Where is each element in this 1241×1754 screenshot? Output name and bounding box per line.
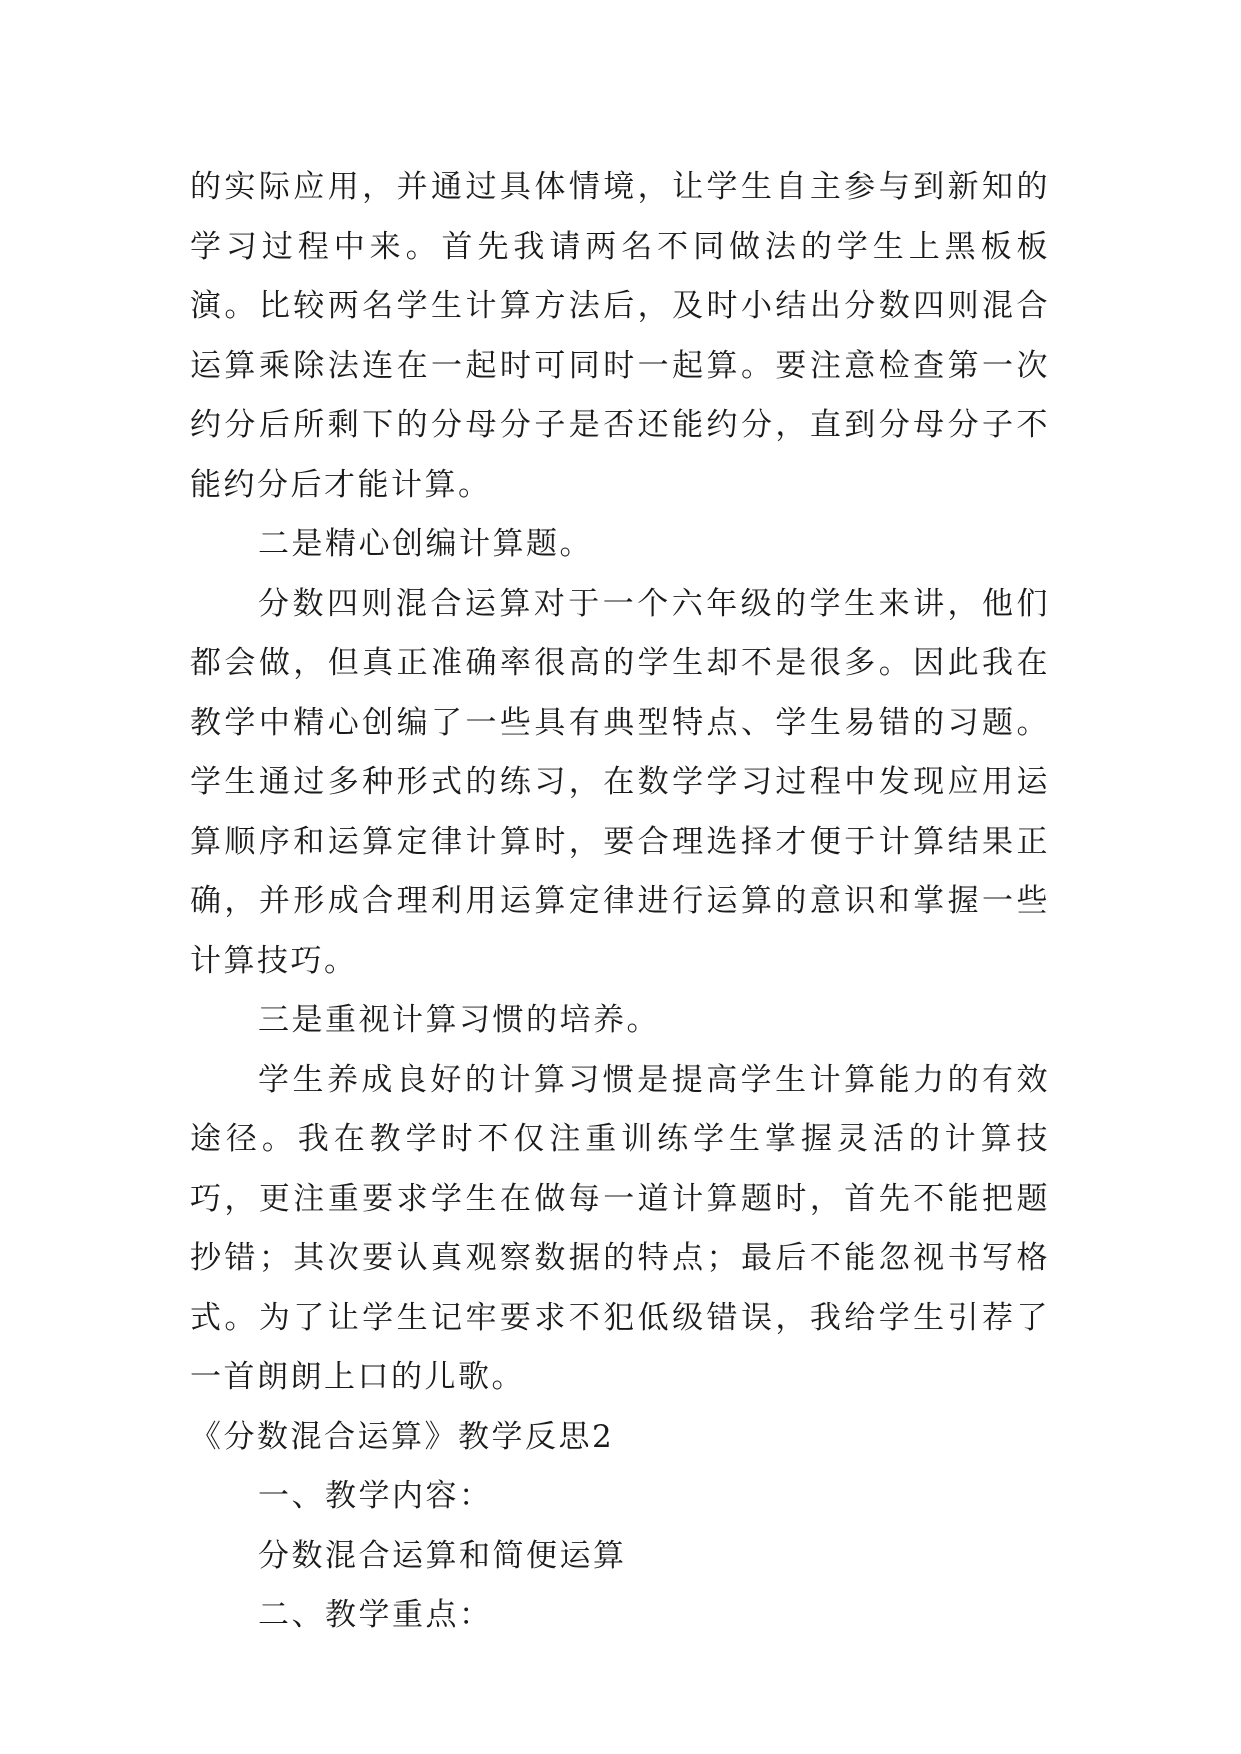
teaching-content-text: 分数混合运算和简便运算 bbox=[258, 1537, 627, 1574]
teaching-focus-heading: 二、教学重点： bbox=[258, 1597, 493, 1633]
document-body bbox=[190, 158, 1050, 1646]
section-point-two: 二是精心创编计算题。 bbox=[258, 526, 593, 562]
teaching-content-heading: 一、教学内容： bbox=[258, 1478, 493, 1514]
section-point-three: 三是重视计算习惯的培养。 bbox=[258, 1002, 660, 1038]
paragraph-exercises: 分数四则混合运算对于一个六年级的学生来讲，他们都会做，但真正准确率很高的学生却不是很多。因此我在教学中精心创编了一些具有典型特点、学生易错的习题。学生通过多种形式的练习，在数学学习过程中发现应用运算顺序和运算定律计算时，要合理选择才便于计算结果正确，并形成合理利用运算定律进行运算的意识和掌握一些计算技巧。 bbox=[190, 585, 1050, 979]
section-title: 《分数混合运算》教学反思2 bbox=[190, 1418, 615, 1455]
paragraph-habits: 学生养成良好的计算习惯是提高学生计算能力的有效途径。我在教学时不仅注重训练学生掌握灵活的计算技巧，更注重要求学生在做每一道计算题时，首先不能把题抄错；其次要认真观察数据的特点；最后不能忽视书写格式。为了让学生记牢要求不犯低级错误，我给学生引荐了一首朗朗上口的儿歌。 bbox=[190, 1061, 1050, 1395]
paragraph-continuation: 的实际应用，并通过具体情境，让学生自主参与到新知的学习过程中来。首先我请两名不同做法的学生上黑板板演。比较两名学生计算方法后，及时小结出分数四则混合运算乘除法连在一起时可同时一起算。要注意检查第一次约分后所剩下的分母分子是否还能约分，直到分母分子不能约分后才能计算。 bbox=[190, 169, 1050, 503]
